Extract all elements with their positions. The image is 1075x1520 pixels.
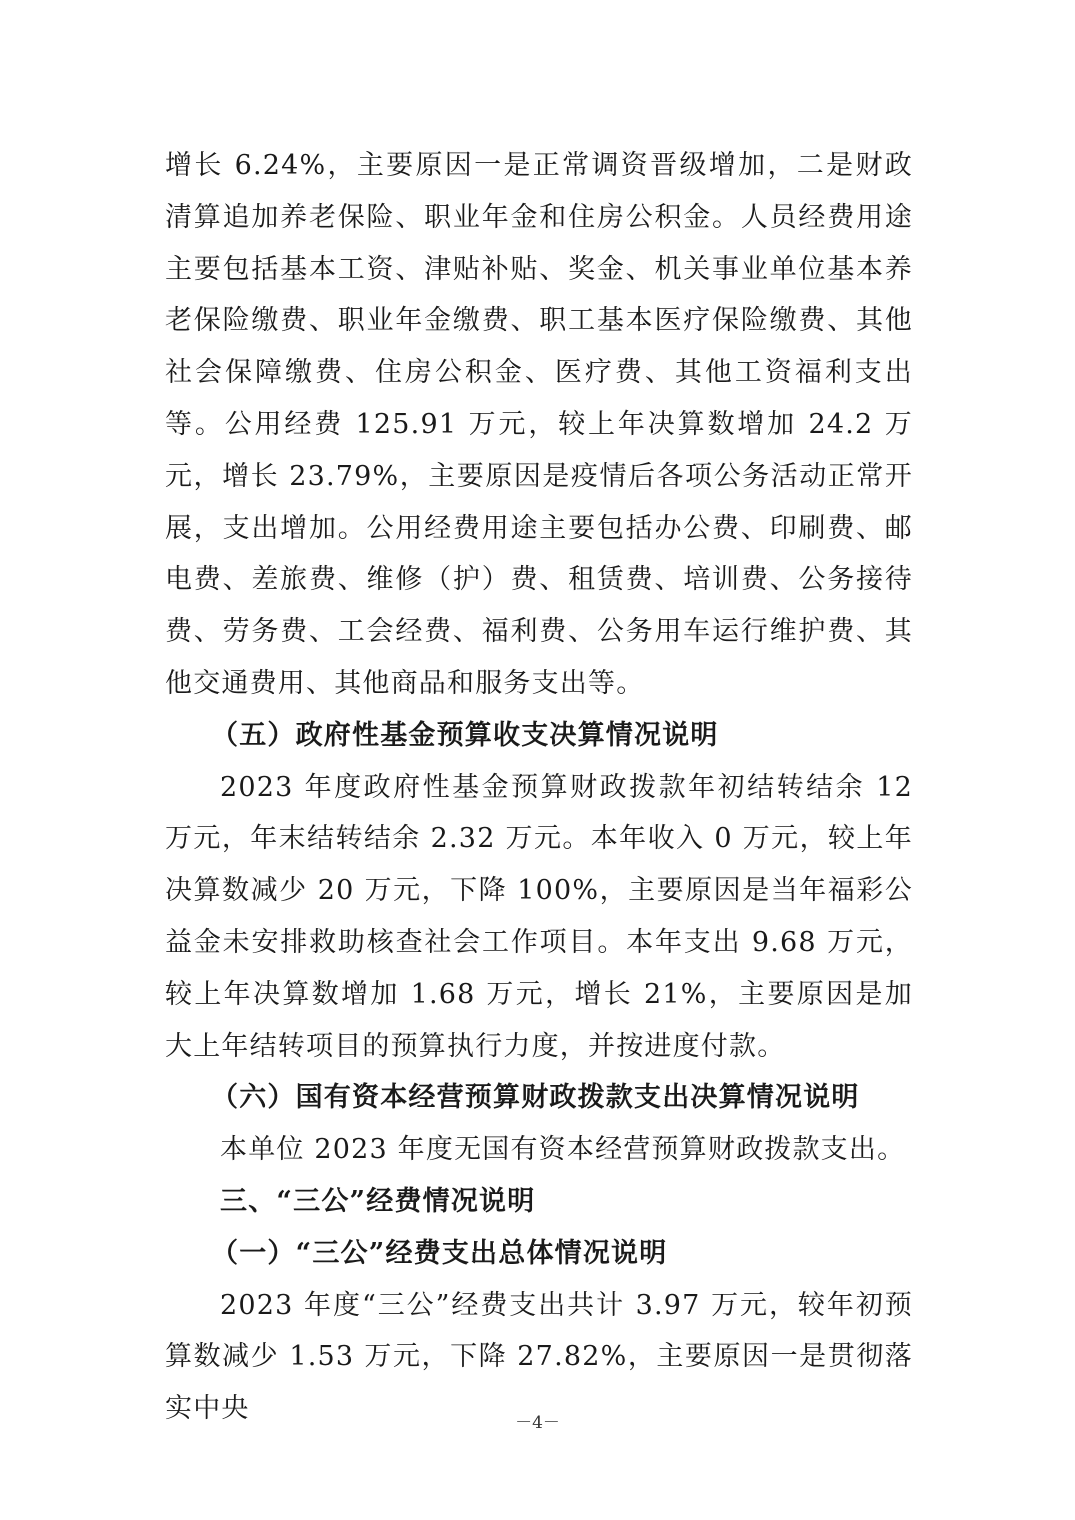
heading-state-capital-budget: （六）国有资本经营预算财政拨款支出决算情况说明 — [211, 1082, 860, 1114]
paragraph-state-capital-budget: 本单位 2023 年度无国有资本经营预算财政拨款支出。 — [220, 1134, 906, 1166]
paragraph-government-fund-budget: 2023 年度政府性基金预算财政拨款年初结转结余 12 万元，年末结转结余 2.32 万元。本年收入 0 万元，较上年决算数减少 20 万元，下降 100%，主要原因是当年福彩公益金未安排救助核查社会工作项目。本年支出 9.68 万元，较上年决算数增加 1.68 万元，增长 21%，主要原因是加大上年结转项目的预算执行力度，并按进度付款。 — [165, 771, 913, 1062]
paragraph-three-public-overall: 2023 年度“三公”经费支出共计 3.97 万元，较年初预算数减少 1.53 万元，下降 27.82%，主要原因一是贯彻落实中央 — [165, 1289, 913, 1425]
heading-three-public-overall: （一）“三公”经费支出总体情况说明 — [211, 1237, 668, 1269]
document-body — [165, 140, 913, 1435]
page-number: －4－ — [515, 1413, 560, 1433]
paragraph-personnel-and-public-expenses: 增长 6.24%，主要原因一是正常调资晋级增加，二是财政清算追加养老保险、职业年金和住房公积金。人员经费用途主要包括基本工资、津贴补贴、奖金、机关事业单位基本养老保险缴费、职业年金缴费、职工基本医疗保险缴费、其他社会保障缴费、住房公积金、医疗费、其他工资福利支出等。公用经费 125.91 万元，较上年决算数增加 24.2 万元，增长 23.79%，主要原因是疫情后各项公务活动正常开展，支出增加。公用经费用途主要包括办公费、印刷费、邮电费、差旅费、维修（护）费、租赁费、培训费、公务接待费、劳务费、工会经费、福利费、公务用车运行维护费、其他交通费用、其他商品和服务支出等。 — [165, 150, 913, 699]
heading-three-public-expenses: 三、“三公”经费情况说明 — [220, 1185, 536, 1217]
heading-government-fund-budget: （五）政府性基金预算收支决算情况说明 — [211, 719, 719, 751]
